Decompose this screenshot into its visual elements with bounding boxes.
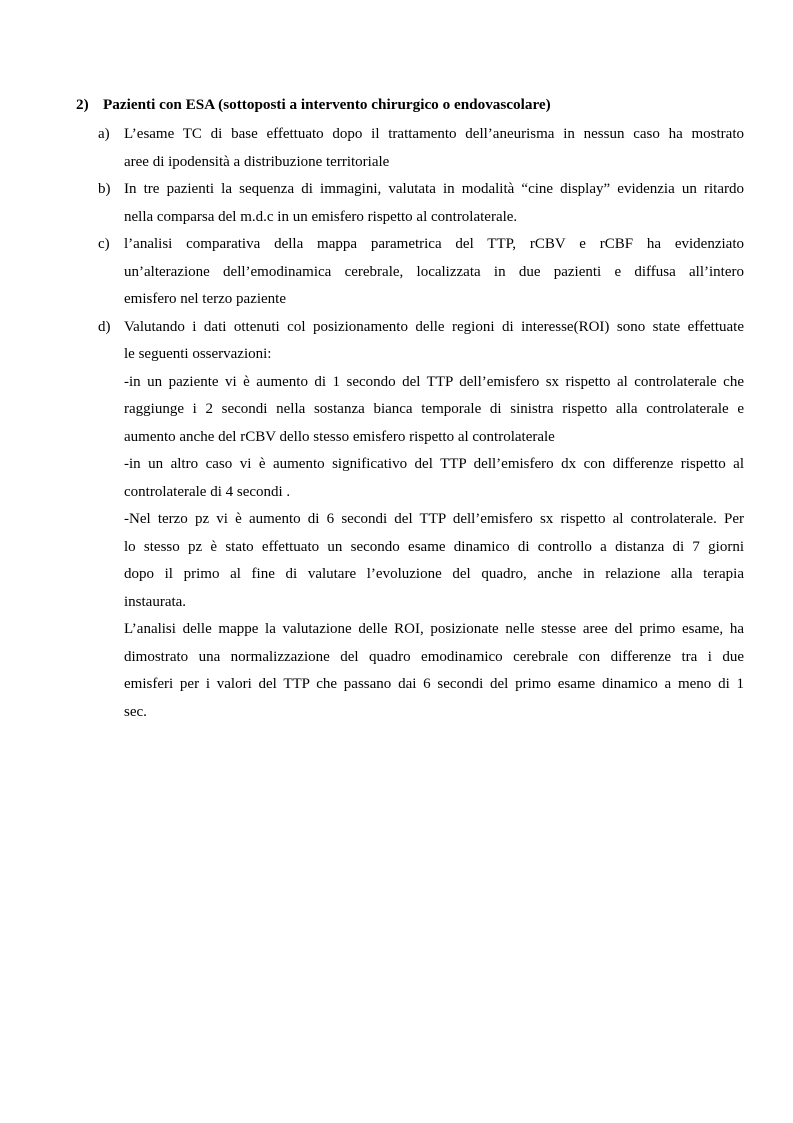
list-item-marker: c) (98, 236, 110, 252)
text-line: un’alterazione dell’emodinamica cerebrale, localizzata in due pazienti e diffusa all’intero (124, 263, 744, 280)
list-item-text (124, 121, 744, 176)
list-item-text (124, 314, 744, 727)
list-item (0, 176, 793, 231)
observation-line: aumento anche del rCBV dello stesso emisfero rispetto al controlaterale (124, 428, 555, 445)
observation-line: -Nel terzo pz vi è aumento di 6 secondi del TTP dell’emisfero sx rispetto al controlaterale. Per (124, 511, 744, 527)
intro-line: le seguenti osservazioni: (124, 346, 272, 362)
text-line: l’analisi comparativa della mappa parametrica del TTP, rCBV e rCBF ha evidenziato (124, 236, 744, 252)
findings-list (0, 121, 793, 726)
list-item-marker: a) (98, 126, 110, 142)
list-item-text (124, 176, 744, 231)
list-item-marker: d) (98, 318, 111, 335)
observation-line: sec. (124, 703, 147, 720)
observation-line: raggiunge i 2 secondi nella sostanza bianca temporale di sinistra rispetto alla controlaterale e (124, 401, 744, 417)
text-line: In tre pazienti la sequenza di immagini, valutata in modalità “cine display” evidenzia un ritardo (124, 181, 744, 197)
observation-line: instaurata. (124, 593, 187, 610)
text-line: aree di ipodensità a distribuzione territoriale (124, 153, 390, 170)
text-line: L’esame TC di base effettuato dopo il trattamento dell’aneurisma in nessun caso ha mostrato (124, 126, 744, 142)
observation-line: L’analisi delle mappe la valutazione delle ROI, posizionate nelle stesse aree del primo esame, ha (124, 621, 744, 637)
observation-line: emisferi per i valori del TTP che passano dai 6 secondi del primo esame dinamico a meno di 1 (124, 676, 744, 692)
list-item-text (124, 231, 744, 314)
text-line: nella comparsa del m.d.c in un emisfero rispetto al controlaterale. (124, 208, 518, 225)
observation-line: lo stesso pz è stato effettuato un secondo esame dinamico di controllo a distanza di 7 giorni (124, 538, 744, 555)
list-item (0, 231, 793, 314)
list-item (0, 314, 793, 727)
observation-line: -in un paziente vi è aumento di 1 secondo del TTP dell’emisfero sx rispetto al controlaterale che (124, 373, 744, 390)
text-line: emisfero nel terzo paziente (124, 291, 286, 307)
list-item (0, 121, 793, 176)
observation-line: dopo il primo al fine di valutare l’evoluzione del quadro, anche in relazione alla terapia (124, 566, 744, 582)
observation-line: dimostrato una normalizzazione del quadro emodinamico cerebrale con differenze tra i due (124, 648, 744, 665)
intro-line: Valutando i dati ottenuti col posizionamento delle regioni di interesse(ROI) sono state effettuate (124, 318, 744, 335)
list-item-marker: b) (98, 181, 111, 197)
section-number: 2) (76, 96, 89, 113)
observation-line: -in un altro caso vi è aumento significativo del TTP dell’emisfero dx con differenze rispetto al (124, 456, 744, 472)
section-heading (76, 94, 756, 116)
observation-line: controlaterale di 4 secondi . (124, 483, 291, 500)
section-title: Pazienti con ESA (sottoposti a intervento chirurgico o endovascolare) (103, 96, 551, 113)
